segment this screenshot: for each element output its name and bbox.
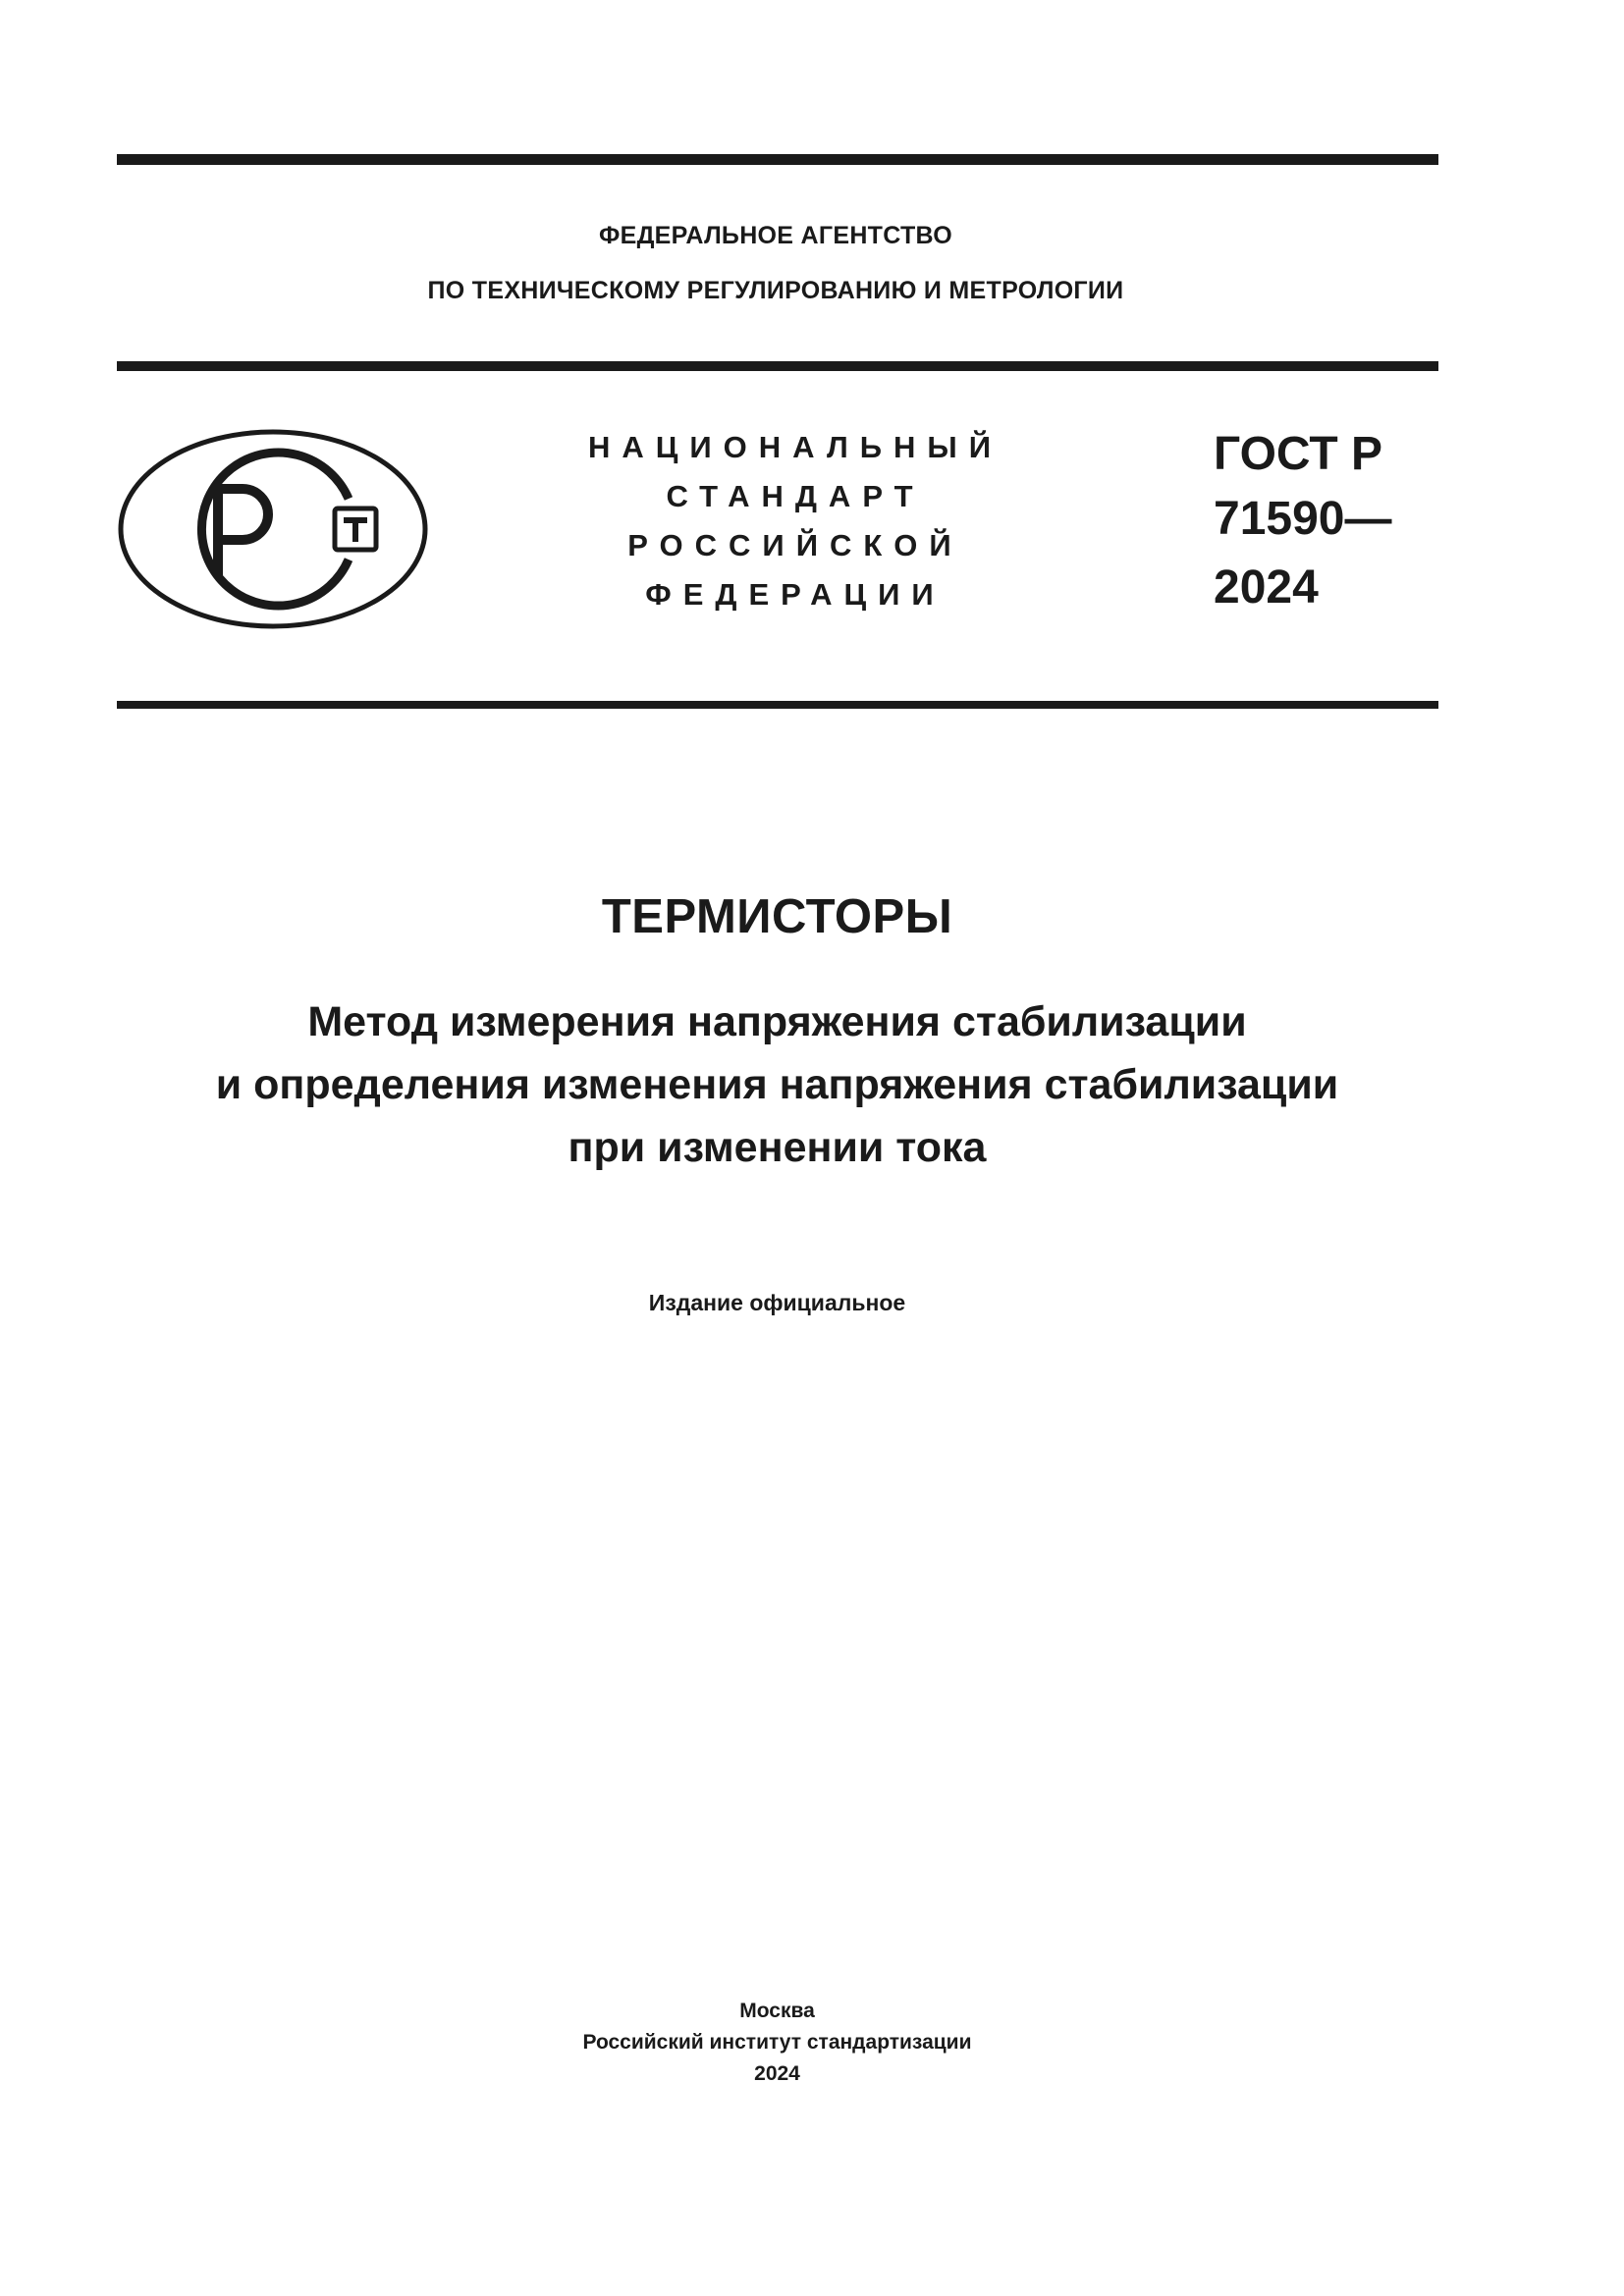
document-subtitle	[0, 990, 1554, 1179]
subtitle-line-3: при изменении тока	[568, 1124, 987, 1171]
imprint-year: 2024	[754, 2062, 800, 2085]
national-standard-line-2: СТАНДАРТ	[666, 479, 925, 513]
national-standard-line-1: НАЦИОНАЛЬНЫЙ	[587, 430, 1003, 464]
imprint	[0, 1996, 1554, 2090]
middle-rule	[117, 361, 1438, 371]
bottom-rule	[117, 701, 1438, 709]
imprint-city: Москва	[739, 2000, 815, 2022]
national-standard-line-4: ФЕДЕРАЦИИ	[645, 577, 946, 612]
rst-certification-emblem-icon	[117, 428, 429, 630]
top-rule	[117, 154, 1438, 165]
standard-designation-line-3: 2024	[1214, 561, 1319, 614]
agency-name-line-2: ПО ТЕХНИЧЕСКОМУ РЕГУЛИРОВАНИЮ И МЕТРОЛОГИИ	[427, 277, 1124, 304]
subtitle-line-2: и определения изменения напряжения стабилизации	[215, 1061, 1339, 1108]
agency-name-line-1: ФЕДЕРАЛЬНОЕ АГЕНТСТВО	[598, 222, 953, 249]
imprint-publisher: Российский институт стандартизации	[582, 2031, 972, 2054]
edition-note: Издание официальное	[648, 1290, 906, 1315]
subtitle-line-1: Метод измерения напряжения стабилизации	[307, 998, 1247, 1045]
standard-designation-line-1: ГОСТ Р	[1214, 428, 1383, 480]
national-standard-line-3: РОССИЙСКОЙ	[627, 528, 963, 562]
document-title: ТЕРМИСТОРЫ	[601, 890, 953, 943]
standard-designation-line-2: 71590—	[1214, 493, 1392, 545]
